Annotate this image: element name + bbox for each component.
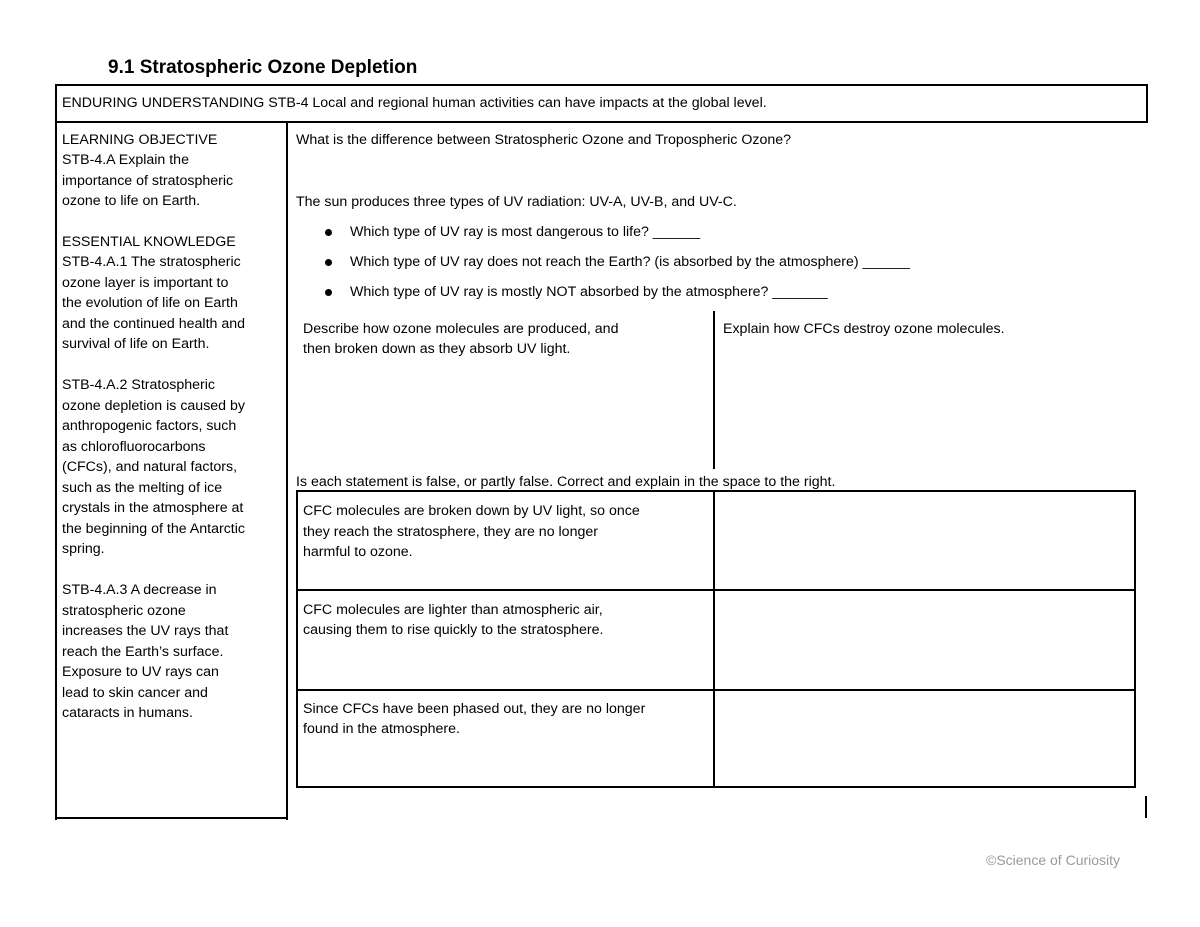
bullet-icon [325,289,332,296]
enduring-understanding: ENDURING UNDERSTANDING STB-4 Local and regional human activities can have impacts at the global level. [62,95,767,111]
bullet-icon [325,259,332,266]
bullet-icon [325,229,332,236]
uv-intro: The sun produces three types of UV radiation: UV-A, UV-B, and UV-C. [296,194,737,210]
statements-instruction: Is each statement is false, or partly false. Correct and explain in the space to the right. [296,474,836,490]
copyright-footer: ©Science of Curiosity [986,852,1121,868]
explain-prompt: Explain how CFCs destroy ozone molecules. [723,321,1005,337]
question-ozone-difference: What is the difference between Stratospheric Ozone and Tropospheric Ozone? [296,132,792,148]
page-title: 9.1 Stratospheric Ozone Depletion [108,57,418,78]
